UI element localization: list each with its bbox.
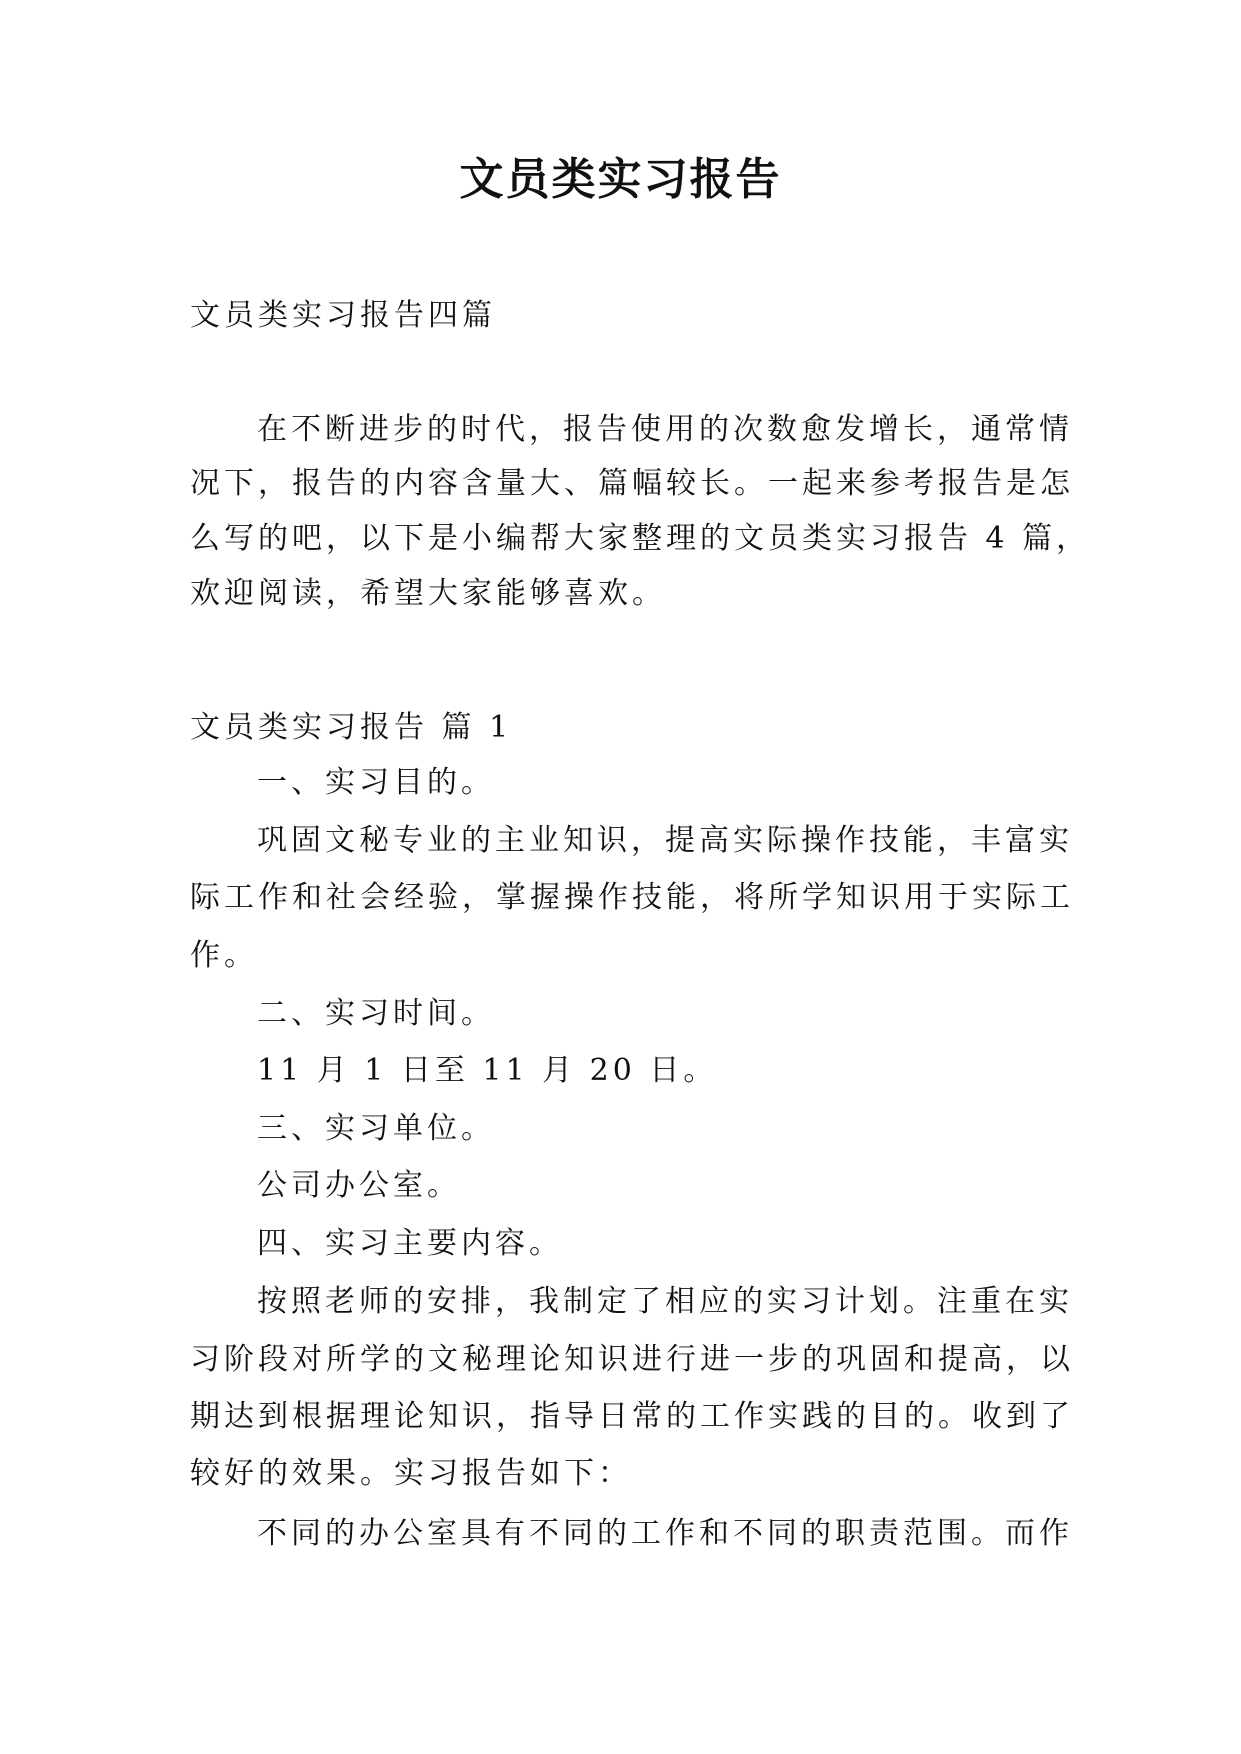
section-item-heading: 二、实习时间。 [257, 996, 495, 1031]
body-line: 公司办公室。 [257, 1168, 461, 1203]
document-subtitle: 文员类实习报告四篇 [190, 298, 496, 333]
intro-line: 欢迎阅读，希望大家能够喜欢。 [190, 576, 666, 611]
body-line: 巩固文秘专业的主业知识，提高实际操作技能，丰富实 [257, 823, 1073, 858]
body-line: 期达到根据理论知识，指导日常的工作实践的目的。收到了 [190, 1399, 1074, 1434]
section-item-heading: 四、实习主要内容。 [257, 1226, 563, 1261]
section-item-heading: 一、实习目的。 [257, 765, 495, 800]
body-line: 按照老师的安排，我制定了相应的实习计划。注重在实 [257, 1284, 1073, 1319]
section-item-heading: 三、实习单位。 [257, 1111, 495, 1146]
body-line: 较好的效果。实习报告如下： [190, 1456, 632, 1491]
document-title: 文员类实习报告 [459, 154, 782, 205]
body-line: 习阶段对所学的文秘理论知识进行进一步的巩固和提高，以 [190, 1342, 1074, 1377]
intro-line: 在不断进步的时代，报告使用的次数愈发增长，通常情 [257, 412, 1073, 447]
body-line: 际工作和社会经验，掌握操作技能，将所学知识用于实际工 [190, 880, 1074, 915]
body-line: 不同的办公室具有不同的工作和不同的职责范围。而作 [257, 1516, 1073, 1551]
body-line: 作。 [190, 938, 258, 973]
intro-line: 况下，报告的内容含量大、篇幅较长。一起来参考报告是怎 [190, 466, 1074, 501]
section-heading: 文员类实习报告 篇 1 [190, 710, 513, 745]
body-line: 11 月 1 日至 11 月 20 日。 [257, 1053, 718, 1088]
intro-line: 么写的吧，以下是小编帮大家整理的文员类实习报告 4 篇， [190, 521, 1091, 556]
